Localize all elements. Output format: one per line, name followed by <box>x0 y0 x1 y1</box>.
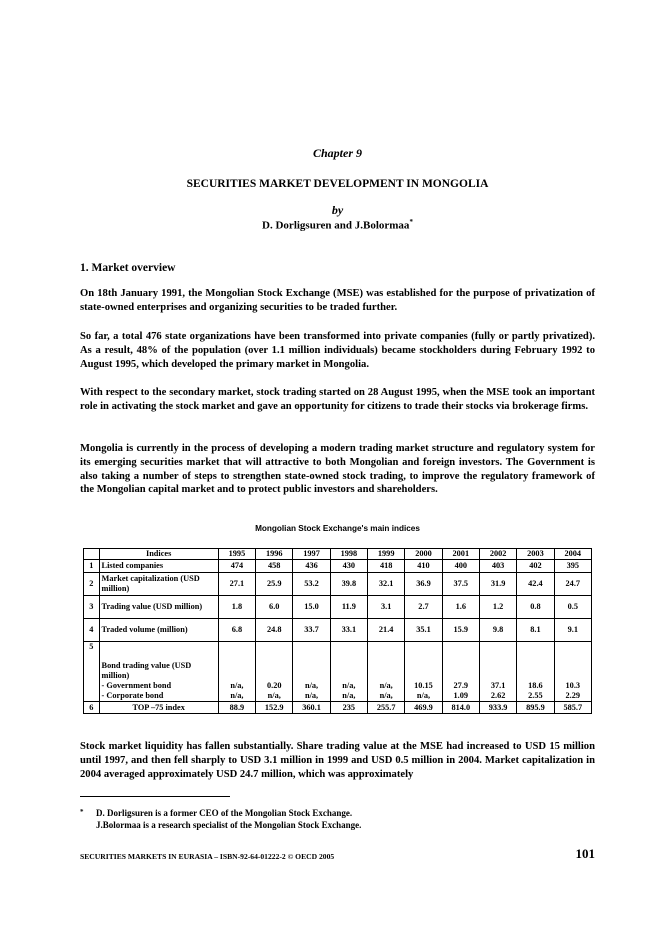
authors <box>80 218 595 232</box>
author-footnote-mark: * <box>409 218 413 226</box>
cell-value: 42.4 <box>517 573 554 596</box>
gov-bond-value: n/a, <box>379 681 393 690</box>
table-row <box>84 573 592 596</box>
cell-value: 9.8 <box>479 619 516 642</box>
cell-value: 37.5 <box>442 573 479 596</box>
cell-value: 33.1 <box>330 619 367 642</box>
cell-value: 1.2 <box>479 596 516 619</box>
cell-value-bond <box>479 642 516 702</box>
corp-bond-value: n/a, <box>342 691 356 700</box>
author-names: D. Dorligsuren and J.Bolormaa <box>262 219 410 232</box>
indices-table <box>83 548 592 714</box>
cell-value: 400 <box>442 560 479 573</box>
cell-value: 2.7 <box>405 596 442 619</box>
corp-bond-value: 2.55 <box>528 691 543 700</box>
corp-bond-value: n/a, <box>304 691 319 700</box>
gov-bond-value: 18.6 <box>528 681 543 690</box>
cell-value: 152.9 <box>256 702 293 714</box>
table-row-top <box>84 702 592 714</box>
table-caption: Mongolian Stock Exchange's main indices <box>255 524 420 533</box>
cell-value: 585.7 <box>554 702 591 714</box>
cell-value: 33.7 <box>293 619 330 642</box>
row-label: TOP –75 index <box>99 702 218 714</box>
cell-value: 3.1 <box>368 596 405 619</box>
cell-value: 15.9 <box>442 619 479 642</box>
cell-value: 430 <box>330 560 367 573</box>
table-row <box>84 619 592 642</box>
footnote-line-1: D. Dorligsuren is a former CEO of the Mongolian Stock Exchange. <box>96 808 353 818</box>
footnote-rule <box>80 796 230 797</box>
cell-value: 24.7 <box>554 573 591 596</box>
cell-value: 410 <box>405 560 442 573</box>
table-body <box>84 560 592 714</box>
corp-bond-value: n/a, <box>416 691 431 700</box>
cell-value: 25.9 <box>256 573 293 596</box>
cell-value-bond <box>442 642 479 702</box>
cell-value-bond <box>517 642 554 702</box>
cell-value: 814.0 <box>442 702 479 714</box>
header-year: 2000 <box>405 549 442 560</box>
table-header-row <box>84 549 592 560</box>
table-row <box>84 560 592 573</box>
paragraph-5: Stock market liquidity has fallen substantially. Share trading value at the MSE had increased to USD 15 million until 1997, and then fell sharply to USD 3.1 million in 1999 and USD 0.5 million in 2004. Market capitalization in 2004 averaged approximately USD 24.7 million, which was approximately <box>80 741 595 780</box>
cell-value-bond <box>368 642 405 702</box>
gov-bond-value: 27.9 <box>453 681 469 690</box>
cell-value: 933.9 <box>479 702 516 714</box>
corp-bond-label: - Corporate bond <box>101 691 164 700</box>
row-number: 6 <box>84 702 100 714</box>
cell-value: 36.9 <box>405 573 442 596</box>
gov-bond-value: n/a, <box>304 681 319 690</box>
header-year: 2002 <box>479 549 516 560</box>
cell-value: 402 <box>517 560 554 573</box>
row-label-bond <box>99 642 218 702</box>
cell-value-bond <box>554 642 591 702</box>
chapter-title: SECURITIES MARKET DEVELOPMENT IN MONGOLIA <box>186 178 489 190</box>
cell-value: 0.5 <box>554 596 591 619</box>
cell-value: 24.8 <box>256 619 293 642</box>
row-label: Traded volume (million) <box>99 619 218 642</box>
table-row <box>84 596 592 619</box>
gov-bond-value: n/a, <box>342 681 356 690</box>
corp-bond-value: 2.62 <box>490 691 506 700</box>
header-year: 1995 <box>218 549 255 560</box>
cell-value: 1.6 <box>442 596 479 619</box>
cell-value-bond <box>293 642 330 702</box>
cell-value: 21.4 <box>368 619 405 642</box>
cell-value: 418 <box>368 560 405 573</box>
cell-value: 235 <box>330 702 367 714</box>
cell-value-bond <box>256 642 293 702</box>
cell-value: 403 <box>479 560 516 573</box>
row-label: Market capitalization (USD million) <box>99 573 218 596</box>
gov-bond-value: 10.15 <box>414 681 433 690</box>
paragraph-3: With respect to the secondary market, stock trading started on 28 August 1995, when the MSE took an important role in activating the stock market and gave an opportunity for citizens to trade their stocks via brokerage firms. <box>80 387 595 412</box>
paragraph-2: So far, a total 476 state organizations have been transformed into private companies (fully or partly privatized). As a result, 48% of the population (over 1.1 million individuals) became stockholders during February 1992 to August 1995, which developed the primary market in Mongolia. <box>80 331 595 370</box>
paragraph-1: On 18th January 1991, the Mongolian Stock Exchange (MSE) was established for the purpose of privatization of state-owned enterprises and organizing securities to be traded further. <box>80 288 595 313</box>
footnote-mark: * <box>80 808 84 816</box>
cell-value-bond <box>218 642 255 702</box>
cell-value-bond <box>330 642 367 702</box>
cell-value: 0.8 <box>517 596 554 619</box>
cell-value: 35.1 <box>405 619 442 642</box>
chapter-label: Chapter 9 <box>312 146 362 160</box>
gov-bond-value: 0.20 <box>266 681 282 690</box>
gov-bond-label: - Government bond <box>101 681 172 690</box>
corp-bond-value: n/a, <box>267 691 281 700</box>
cell-value: 32.1 <box>368 573 405 596</box>
row-number: 1 <box>84 560 100 573</box>
row-number: 2 <box>84 573 100 596</box>
header-year: 2004 <box>554 549 591 560</box>
row-label: Listed companies <box>99 560 218 573</box>
cell-value: 458 <box>256 560 293 573</box>
footnote <box>80 807 595 831</box>
corp-bond-value: 2.29 <box>565 691 581 700</box>
cell-value: 8.1 <box>517 619 554 642</box>
cell-value: 1.8 <box>218 596 255 619</box>
header-year: 1997 <box>293 549 330 560</box>
running-footer: SECURITIES MARKETS IN EURASIA – ISBN-92-64-01222-2 © OECD 2005 <box>80 852 335 861</box>
cell-value-bond <box>405 642 442 702</box>
corp-bond-value: 1.09 <box>453 691 469 700</box>
header-year: 1999 <box>368 549 405 560</box>
cell-value: 436 <box>293 560 330 573</box>
header-year: 1998 <box>330 549 367 560</box>
header-year: 1996 <box>256 549 293 560</box>
cell-value: 6.0 <box>256 596 293 619</box>
gov-bond-value: 10.3 <box>565 681 581 690</box>
cell-value: 31.9 <box>479 573 516 596</box>
cell-value: 895.9 <box>517 702 554 714</box>
row-number: 3 <box>84 596 100 619</box>
cell-value: 53.2 <box>293 573 330 596</box>
bond-label: Bond trading value (USD million) <box>101 661 192 680</box>
gov-bond-value: 37.1 <box>490 681 506 690</box>
cell-value: 255.7 <box>368 702 405 714</box>
cell-value: 474 <box>218 560 255 573</box>
cell-value: 6.8 <box>218 619 255 642</box>
header-year: 2003 <box>517 549 554 560</box>
cell-value: 27.1 <box>218 573 255 596</box>
page-number: 101 <box>575 846 595 861</box>
paragraph-4: Mongolia is currently in the process of developing a modern trading market structure and regulatory system for its emerging securities market that will attractive to both Mongolian and foreign investors. The Government is also taking a number of steps to strengthen state-owned stock trading, to improve the regulatory framework of the Mongolian capital market and to protect public investors and shareholders. <box>80 443 595 496</box>
cell-value: 11.9 <box>330 596 367 619</box>
cell-value: 469.9 <box>405 702 442 714</box>
cell-value: 395 <box>554 560 591 573</box>
table-row-bond <box>84 642 592 702</box>
footnote-line-2: J.Bolormaa is a research specialist of the Mongolian Stock Exchange. <box>96 820 362 830</box>
header-year: 2001 <box>442 549 479 560</box>
header-num-cell <box>84 549 100 560</box>
cell-value: 360.1 <box>293 702 330 714</box>
cell-value: 9.1 <box>554 619 591 642</box>
header-indices: Indices <box>99 549 218 560</box>
cell-value: 39.8 <box>330 573 367 596</box>
cell-value: 88.9 <box>218 702 255 714</box>
row-number: 5 <box>84 642 100 702</box>
section-heading: 1. Market overview <box>80 262 176 274</box>
gov-bond-value: n/a, <box>230 681 244 690</box>
corp-bond-value: n/a, <box>230 691 244 700</box>
cell-value: 15.0 <box>293 596 330 619</box>
corp-bond-value: n/a, <box>379 691 393 700</box>
row-number: 4 <box>84 619 100 642</box>
by-label: by <box>331 203 344 217</box>
row-label: Trading value (USD million) <box>99 596 218 619</box>
